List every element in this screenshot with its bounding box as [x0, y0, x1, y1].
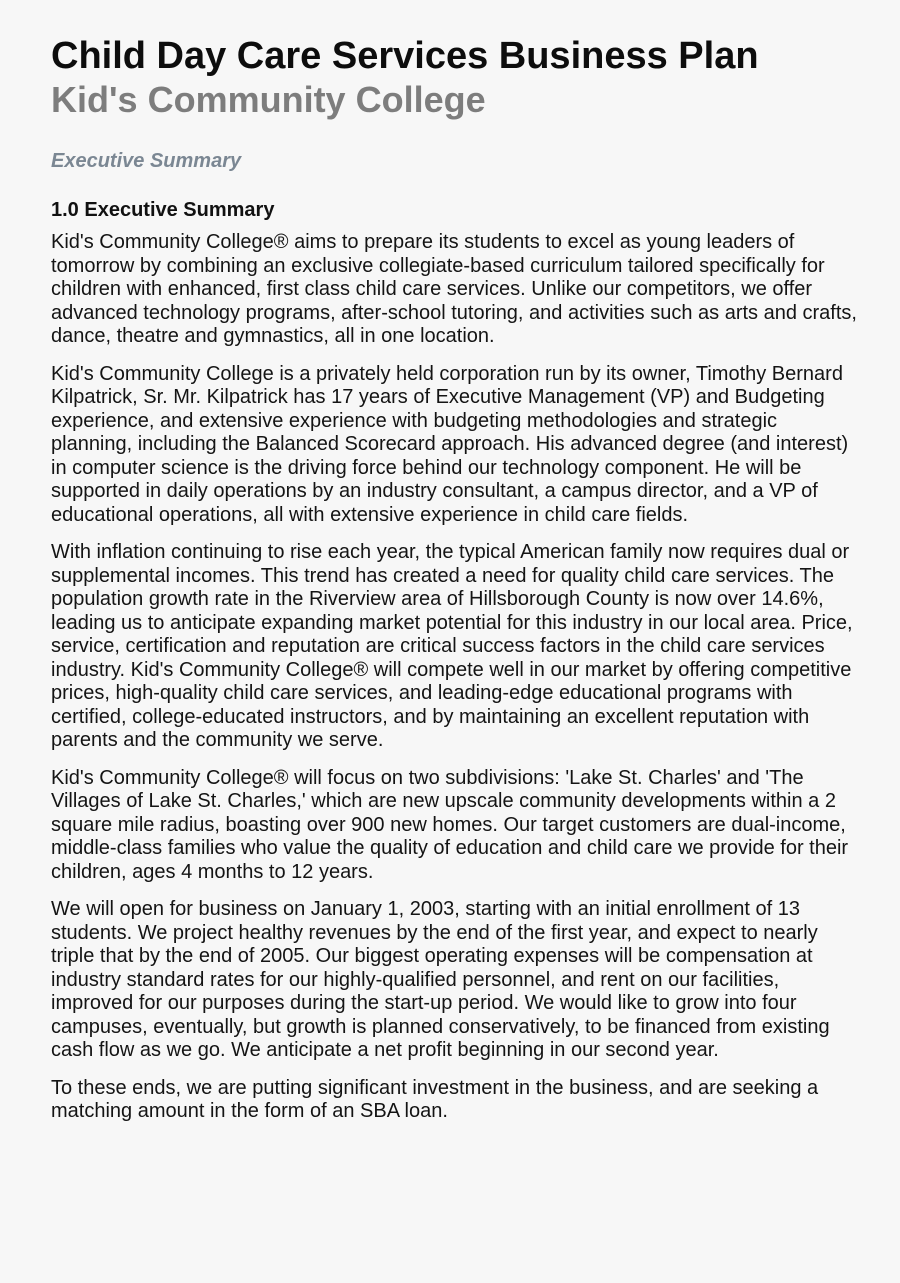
paragraph: Kid's Community College is a privately held corporation run by its owner, Timothy Bernard Kilpatrick, Sr. Mr. Kilpatrick has 17 years of Executive Management (VP) and Budgeting experience, and extensive experience with budgeting methodologies and strategic planning, including the Balanced Scorecard approach. His advanced degree (and interest) in computer science is the driving force behind our technology component. He will be supported in daily operations by an industry consultant, a campus director, and a VP of educational operations, all with extensive experience in child care fields.	[51, 362, 849, 526]
document-title: Child Day Care Services Business Plan	[51, 35, 759, 77]
paragraph: Kid's Community College® will focus on two subdivisions: 'Lake St. Charles' and 'The Villages of Lake St. Charles,' which are new upscale community developments within a 2 square mile radius, boasting over 900 new homes. Our target customers are dual-income, middle-class families who value the quality of education and child care we provide for their children, ages 4 months to 12 years.	[51, 766, 849, 883]
paragraph: We will open for business on January 1, 2003, starting with an initial enrollment of 13 students. We project healthy revenues by the end of the first year, and expect to nearly triple that by the end of 2005. Our biggest operating expenses will be compensation at industry standard rates for our highly-qualified personnel, and rent on our facilities, improved for our purposes during the start-up period. We would like to grow into four campuses, eventually, but growth is planned conservatively, to be financed from existing cash flow as we go. We anticipate a net profit beginning in our second year.	[51, 898, 830, 1061]
body-text	[51, 231, 860, 1124]
paragraph: To these ends, we are putting significant investment in the business, and are seeking a matching amount in the form of an SBA loan.	[51, 1076, 819, 1122]
document-subtitle: Kid's Community College	[51, 79, 486, 120]
paragraph: Kid's Community College® aims to prepare its students to excel as young leaders of tomorrow by combining an exclusive collegiate-based curriculum tailored specifically for children with enhanced, first class child care services. Unlike our competitors, we offer advanced technology programs, after-school tutoring, and activities such as arts and crafts, dance, theatre and gymnastics, all in one location.	[51, 231, 857, 347]
section-label: Executive Summary	[51, 150, 242, 172]
paragraph: With inflation continuing to rise each year, the typical American family now requires dual or supplemental incomes. This trend has created a need for quality child care services. The population growth rate in the Riverview area of Hillsborough County is now over 14.6%, leading us to anticipate expanding market potential for this industry in our local area. Price, service, certification and reputation are critical success factors in the child care services industry. Kid's Community College® will compete well in our market by offering competitive prices, high-quality child care services, and leading-edge educational programs with certified, college-educated instructors, and by maintaining an excellent reputation with parents and the community we serve.	[51, 541, 853, 751]
section-heading: 1.0 Executive Summary	[51, 199, 275, 221]
